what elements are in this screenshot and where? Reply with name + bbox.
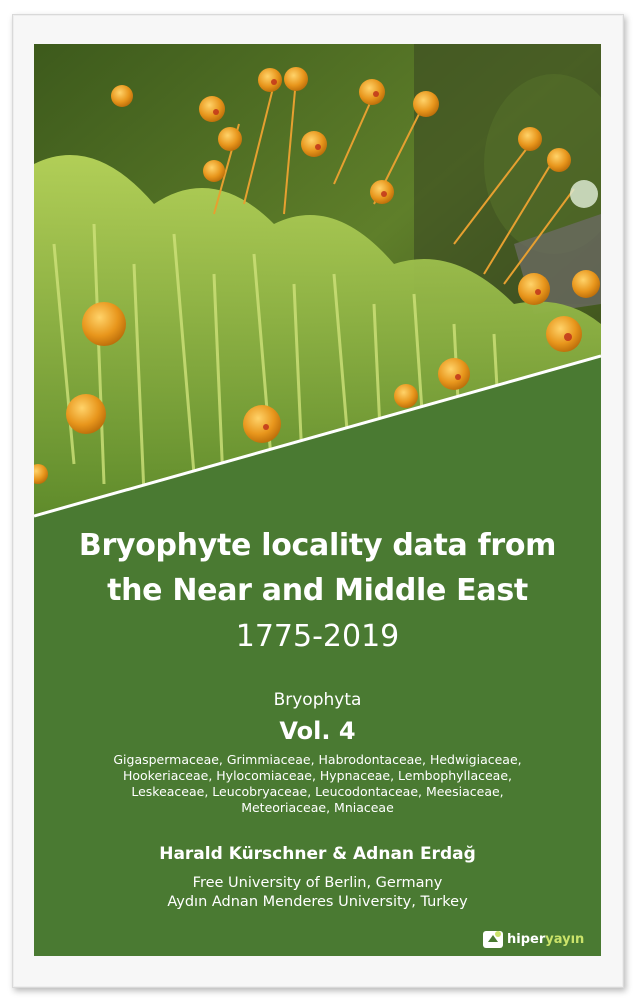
volume-number: Vol. 4 (279, 717, 356, 745)
title-line-1: Bryophyte locality data from (78, 528, 557, 563)
family-line: Hookeriaceae, Hylocomiaceae, Hypnaceae, Lembophyllaceae, (122, 768, 513, 783)
publisher-name-part1: hiper (507, 931, 546, 947)
publisher-name-part2: yayın (545, 931, 585, 947)
family-list (54, 752, 581, 816)
authors: Harald Kürschner & Adnan Erdağ (159, 844, 476, 864)
hiperyayin-logo-icon (482, 928, 504, 950)
publisher-logo (482, 926, 598, 952)
book-cover (34, 44, 601, 956)
affiliation-2: Aydın Adnan Menderes University, Turkey (167, 894, 468, 910)
family-line: Gigaspermaceae, Grimmiaceae, Habrodontaceae, Hedwigiaceae, (113, 752, 522, 767)
family-line: Meteoriaceae, Mniaceae (241, 800, 394, 815)
title-line-2: the Near and Middle East (107, 573, 528, 608)
affiliation-1: Free University of Berlin, Germany (192, 875, 443, 891)
subtitle: Bryophyta (273, 690, 362, 710)
year-range: 1775-2019 (235, 619, 400, 654)
family-line: Leskeaceae, Leucobryaceae, Leucodontaceae, Meesiaceae, (131, 784, 504, 799)
cover-diagonal (34, 44, 601, 564)
